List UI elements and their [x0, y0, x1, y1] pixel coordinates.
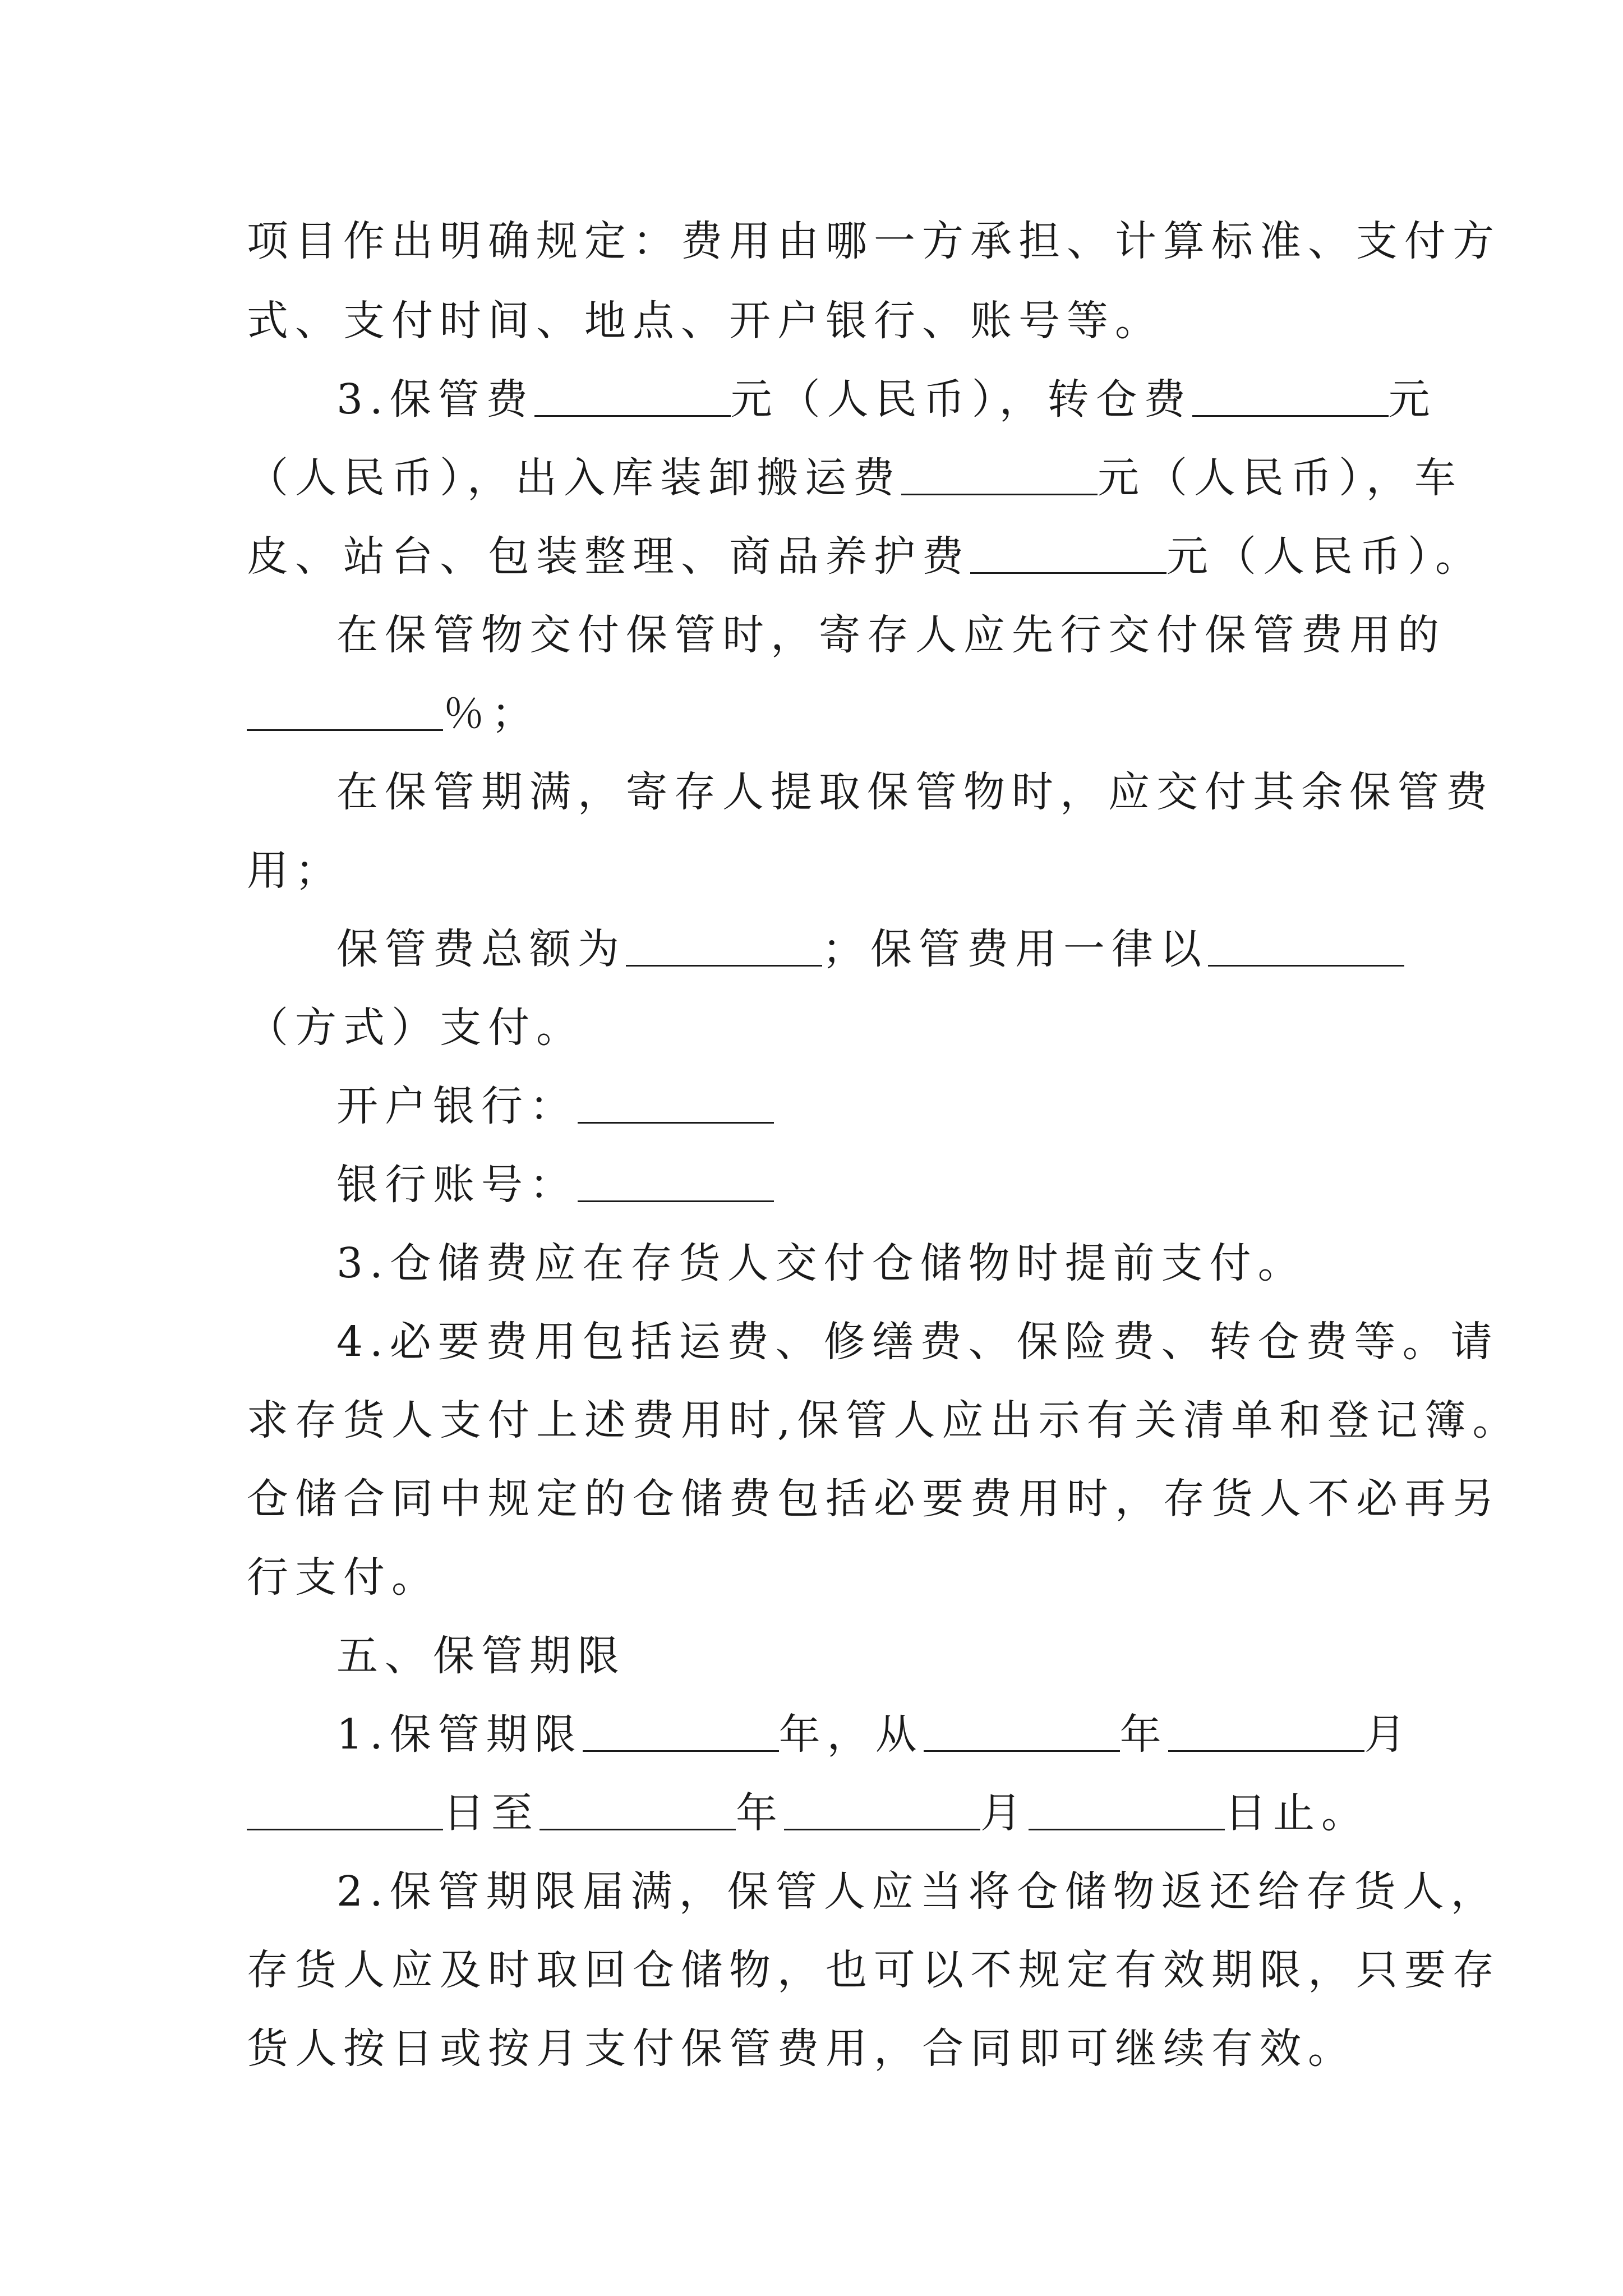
item4-line2: 求存货人支付上述费用时,保管人应出示有关清单和登记簿。	[247, 1396, 1521, 1444]
maintenance-fee-suffix: 元（人民币）。	[1166, 532, 1483, 581]
text-line	[247, 450, 1463, 506]
bank-account-blank	[578, 1161, 774, 1202]
text-line	[336, 1628, 1391, 1684]
text-line	[336, 607, 1446, 663]
end-day-label: 日止。	[1225, 1789, 1370, 1837]
maintenance-fee-label: 皮、站台、包装整理、商品养护费	[247, 532, 970, 581]
bank-name-label: 开户银行：	[336, 1082, 578, 1130]
end-month-blank	[784, 1789, 980, 1830]
start-year-blank	[924, 1711, 1120, 1752]
text-line	[247, 1000, 1391, 1056]
text-line	[336, 1235, 1391, 1291]
text-line	[247, 1392, 1521, 1448]
text-line	[336, 1706, 1413, 1763]
bank-account-label: 银行账号：	[336, 1161, 578, 1209]
text-line	[336, 921, 1391, 977]
handling-fee-label: （人民币），出入库装卸搬运费	[247, 454, 901, 502]
bank-name-blank	[578, 1083, 774, 1124]
text-line	[247, 1549, 1391, 1605]
item5-2-line3: 货人按日或按月支付保管费用，合同即可继续有效。	[247, 2024, 1356, 2073]
handling-fee-blank	[901, 454, 1098, 495]
item4-line4: 行支付。	[247, 1553, 440, 1602]
text-line	[247, 843, 1391, 899]
remaining-payment-line1: 在保管期满，寄存人提取保管物时，应交付其余保管费	[336, 768, 1494, 816]
payment-method-blank	[1208, 926, 1404, 967]
paragraph-costs-intro-line1: 项目作出明确规定：费用由哪一方承担、计算标准、支付方	[247, 217, 1501, 265]
text-line	[247, 1785, 1391, 1841]
payment-method-suffix: （方式）支付。	[247, 1004, 584, 1052]
item3-storage-fee: 3.仓储费应在存货人交付仓储物时提前支付。	[336, 1239, 1306, 1287]
text-line	[247, 293, 1391, 349]
transfer-fee-label: 元（人民币），转仓费	[730, 375, 1192, 424]
from-label: 年，从	[778, 1710, 924, 1759]
section5-heading: 五、保管期限	[336, 1632, 626, 1680]
handling-fee-suffix: 元（人民币），车	[1098, 454, 1463, 502]
end-year-label: 年	[736, 1789, 784, 1837]
advance-percent-blank	[247, 690, 443, 731]
text-line	[336, 1314, 1499, 1370]
item5-2-line1: 2.保管期限届满，保管人应当将仓储物返还给存货人，	[336, 1867, 1499, 1916]
text-line	[336, 1078, 1391, 1134]
remaining-payment-line2: 用；	[247, 846, 343, 895]
transfer-fee-blank	[1192, 376, 1389, 417]
total-fee-label: 保管费总额为	[336, 925, 626, 973]
start-month-blank	[1168, 1711, 1364, 1752]
text-line	[336, 371, 1437, 427]
percent-suffix: ％；	[443, 689, 540, 738]
text-line	[336, 764, 1494, 820]
yuan-label: 元	[1388, 375, 1437, 424]
term-years-blank	[583, 1711, 779, 1752]
text-line	[247, 1942, 1501, 1998]
text-line	[336, 1864, 1499, 1920]
year-label: 年	[1119, 1710, 1168, 1759]
advance-payment-text: 在保管物交付保管时，寄存人应先行交付保管费用的	[336, 611, 1446, 659]
day-to-label: 日至	[443, 1789, 540, 1837]
text-line	[247, 528, 1483, 585]
term-label: 1.保管期限	[336, 1710, 583, 1759]
text-line	[247, 213, 1501, 269]
storage-fee-label: 3.保管费	[336, 375, 534, 424]
total-fee-blank	[626, 926, 822, 967]
storage-fee-blank	[534, 376, 731, 417]
text-line	[336, 1157, 1391, 1213]
payment-method-label: ；保管费用一律以	[822, 925, 1208, 973]
item4-line3: 仓储合同中规定的仓储费包括必要费用时，存货人不必再另	[247, 1475, 1501, 1523]
text-line	[247, 685, 1391, 742]
paragraph-costs-intro-line2: 式、支付时间、地点、开户银行、账号等。	[247, 297, 1163, 345]
item4-line1: 4.必要费用包括运费、修缮费、保险费、转仓费等。请	[336, 1318, 1499, 1366]
end-day-blank	[1029, 1789, 1225, 1830]
end-year-blank	[540, 1789, 736, 1830]
item5-2-line2: 存货人应及时取回仓储物，也可以不规定有效期限，只要存	[247, 1946, 1501, 1994]
text-line	[247, 1471, 1501, 1527]
maintenance-fee-blank	[970, 533, 1166, 574]
month-label: 月	[1364, 1710, 1413, 1759]
start-day-blank	[247, 1789, 443, 1830]
text-line	[247, 2021, 1391, 2077]
end-month-label: 月	[980, 1789, 1029, 1837]
